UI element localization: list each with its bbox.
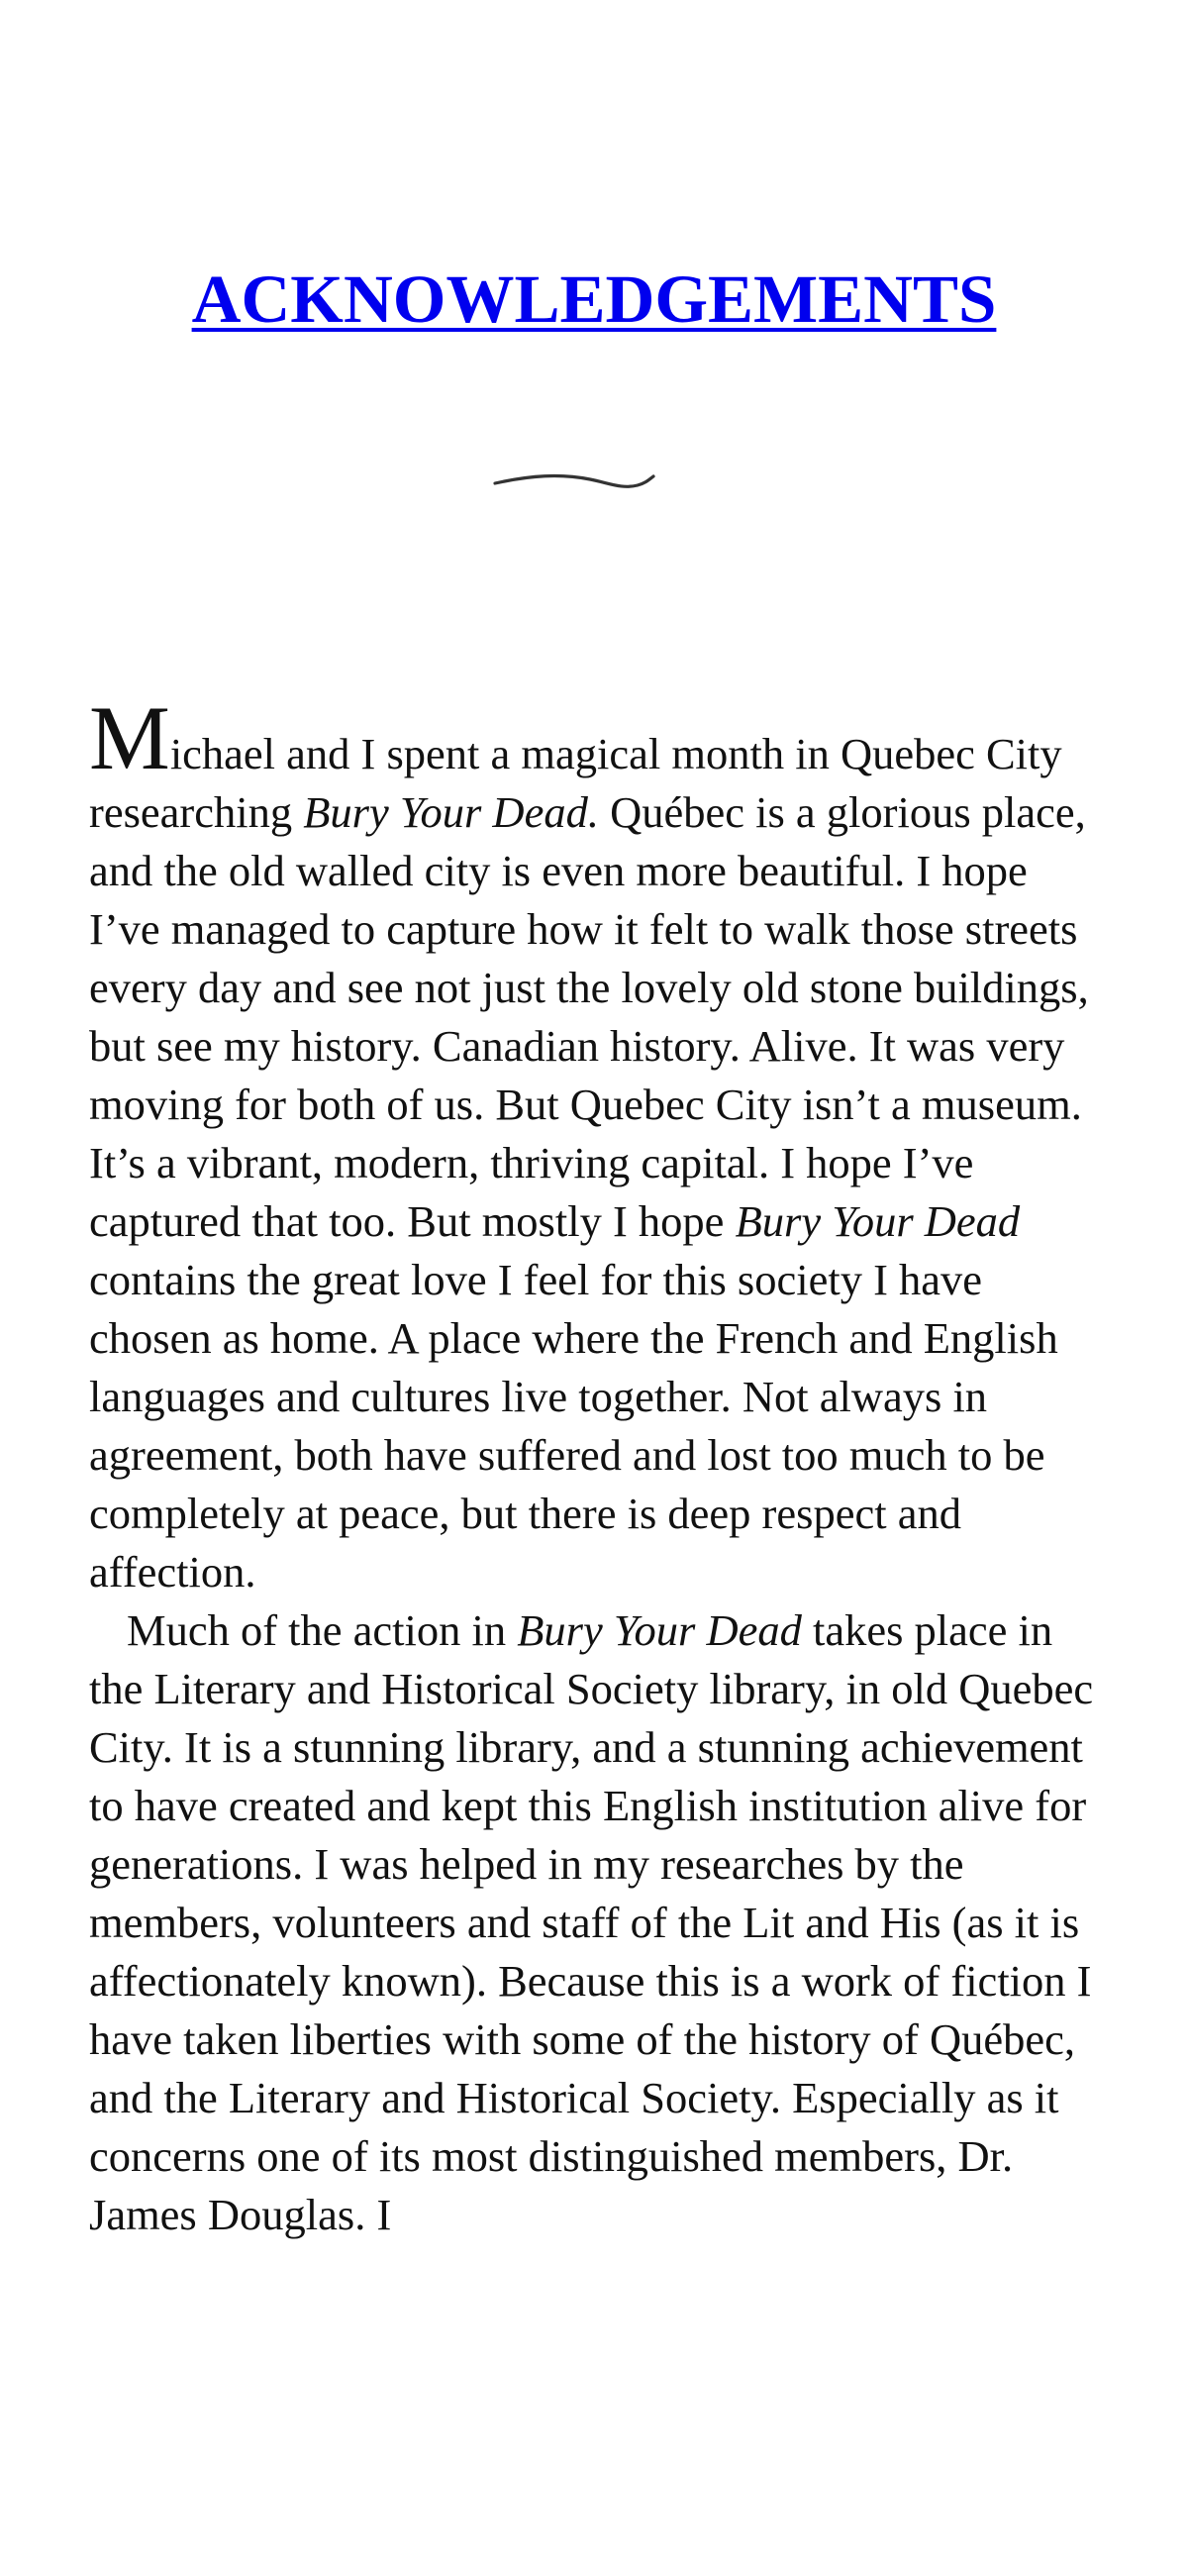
- acknowledgements-body: [89, 687, 1109, 2244]
- text-run: ichael and I spent a magical month in Quebec City researching: [89, 729, 1062, 837]
- drop-cap: M: [89, 687, 170, 788]
- text-run: Much of the action in: [127, 1605, 518, 1655]
- swash-ornament-icon: [491, 465, 655, 495]
- text-run: contains the great love I feel for this society I have chosen as home. A place where the French and English languages and cultures live together. Not always in agreement, both have suffered and lost too much to be completely at peace, but there is deep respect and affection.: [89, 1255, 1058, 1597]
- acknowledgements-link[interactable]: ACKNOWLEDGEMENTS: [191, 261, 997, 337]
- body-paragraph: [89, 1601, 1109, 2244]
- book-title-italic: Bury Your Dead: [735, 1196, 1021, 1246]
- body-paragraph: [89, 687, 1109, 1601]
- text-run: takes place in the Literary and Historical Society library, in old Quebec City. It is a stunning library, and a stunning achievement to have created and kept this English institution alive for generations. I was helped in my researches by the members, volunteers and staff of the Lit and His (as it is affectionately known). Because this is a work of fiction I have taken liberties with some of the history of Québec, and the Literary and Historical Society. Especially as it concerns one of its most distinguished members, Dr. James Douglas. I: [89, 1605, 1094, 2239]
- page-title: [0, 261, 1188, 337]
- book-title-italic: Bury Your Dead: [517, 1605, 802, 1655]
- text-run: Québec is a glorious place, and the old walled city is even more beautiful. I hope I’ve managed to capture how it felt to walk those streets every day and see not just the lovely old stone buildings, but see my history. Canadian history. Alive. It was very moving for both of us. But Quebec City isn’t a museum. It’s a vibrant, modern, thriving capital. I hope I’ve captured that too. But mostly I hope: [89, 787, 1089, 1246]
- book-title-italic: Bury Your Dead.: [303, 787, 599, 837]
